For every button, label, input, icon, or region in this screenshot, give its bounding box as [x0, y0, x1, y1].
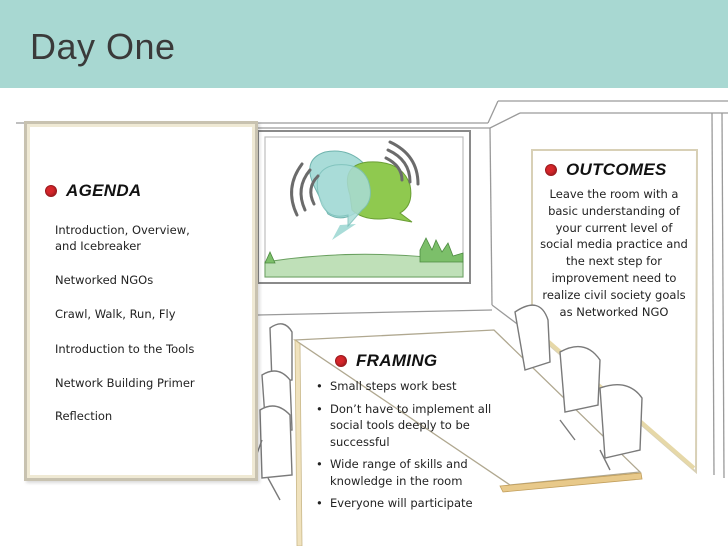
list-item: Crawl, Walk, Run, Fly: [55, 307, 176, 321]
framing-title: FRAMING: [356, 351, 438, 370]
outcomes-line: realize civil society goals: [542, 287, 686, 302]
list-item: [316, 401, 516, 451]
agenda-heading: [45, 181, 141, 201]
list-item: Introduction, Overview,: [55, 223, 190, 237]
outcomes-text: [533, 186, 695, 320]
outcomes-line: social media practice and: [540, 237, 688, 252]
bullet-icon: •: [316, 496, 323, 510]
framing-line: successful: [330, 434, 390, 449]
framing-line: knowledge in the room: [330, 473, 463, 488]
red-bullet-icon: [545, 164, 557, 176]
agenda-panel: [24, 121, 258, 481]
outcomes-line: basic understanding of: [548, 203, 680, 218]
outcomes-line: the next step for: [565, 254, 662, 269]
list-item: Introduction to the Tools: [55, 342, 195, 356]
framing-line: Everyone will participate: [330, 496, 473, 510]
framing-line: Don’t have to implement all: [330, 401, 492, 416]
bullet-icon: •: [316, 379, 323, 393]
outcomes-title: OUTCOMES: [566, 160, 667, 179]
framing-line: Small steps work best: [330, 379, 457, 393]
outcomes-heading: [545, 160, 667, 180]
list-item: and Icebreaker: [55, 239, 142, 253]
bullet-icon: •: [316, 401, 323, 416]
list-item: [316, 378, 516, 395]
framing-line: Wide range of skills and: [330, 457, 468, 471]
outcomes-line: Leave the room with a: [549, 187, 679, 201]
outcomes-line: your current level of: [555, 220, 673, 235]
list-item: [316, 495, 516, 512]
slide-title: Day One: [30, 26, 176, 67]
bullet-icon: •: [316, 457, 323, 471]
red-bullet-icon: [45, 185, 57, 197]
list-item: Network Building Primer: [55, 376, 195, 390]
agenda-title: AGENDA: [66, 181, 142, 200]
red-bullet-icon: [335, 355, 347, 367]
list-item: [316, 456, 516, 489]
framing-heading: [335, 351, 437, 371]
framing-list: [316, 378, 516, 518]
list-item: Networked NGOs: [55, 273, 154, 287]
outcomes-line: improvement need to: [551, 270, 677, 285]
outcomes-line: as Networked NGO: [559, 304, 669, 319]
framing-line: social tools deeply to be: [330, 418, 470, 432]
list-item: Reflection: [55, 409, 113, 423]
